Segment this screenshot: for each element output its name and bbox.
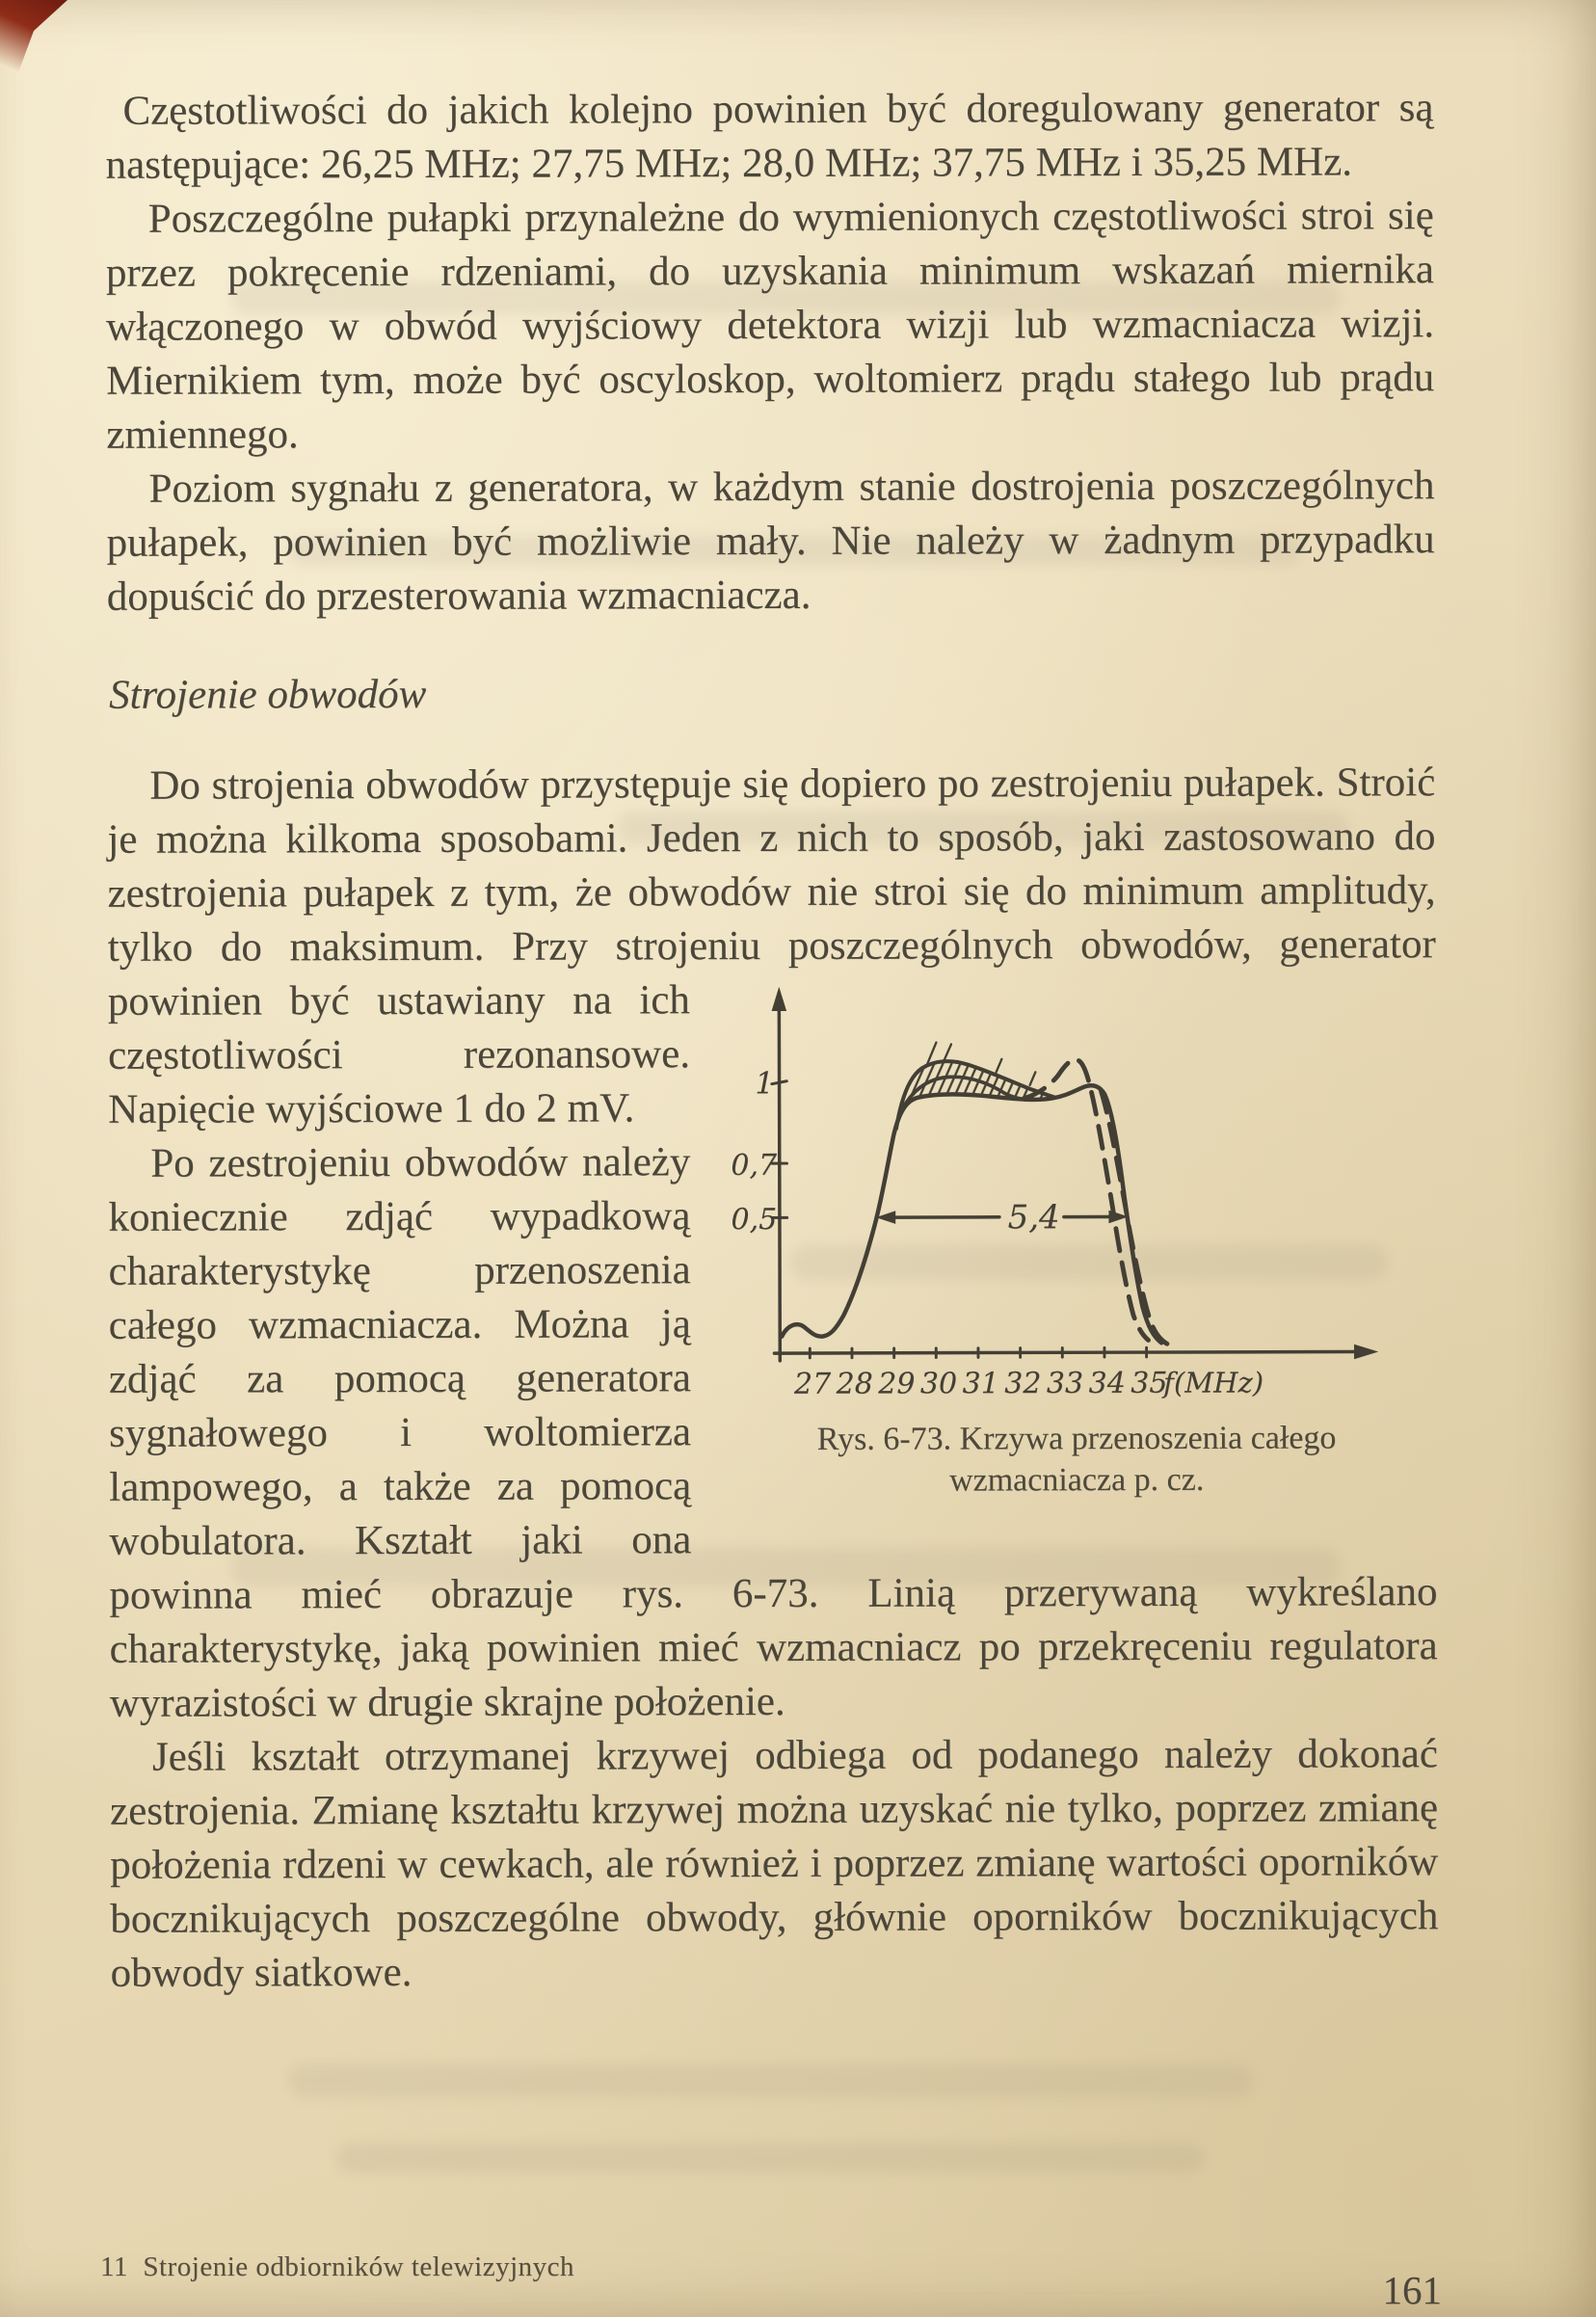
ink-showthrough (289, 2064, 1253, 2097)
paragraph-curve-correction: Jeśli kształt otrzymanej krzywej odbiega od podanego należy dokonać zestrojenia. Zmianę kształtu krzywej można uzyskać nie tylko, poprzez zmianę położenia rdzeni w cewkach, ale również i poprzez zmianę wartości oporników bocznikujących poszczególne obwody, głównie oporników bocznikujących obwody siatkowe. (110, 1731, 1439, 1996)
bandwidth-arrow (876, 1198, 1129, 1238)
svg-text:27: 27 (793, 1367, 832, 1401)
y-tick-1 (772, 1081, 787, 1084)
scan-corner-artifact (0, 0, 67, 96)
x-axis-arrowhead-icon (1354, 1345, 1378, 1360)
svg-text:33: 33 (1046, 1366, 1084, 1401)
paragraph-circuit-tuning-part1: Do strojenia obwodów przystępuje się dopiero po zestrojeniu pułapek. Stroić je można kilkoma sposobami. Jeden z nich to sposób, jaki zastosowano do zestrojenia pułapek z tym, że obwodów nie stroi się do minimum amplitudy, tylko do maksimum. Przy strojeniu poszczególnych obwodów, generator powinien być (107, 759, 1436, 1025)
x-axis (774, 1351, 1363, 1353)
paragraph-circuit-tuning-part2: ustawiany na ich częstotliwości rezonansowe. Napięcie wyjściowe 1 do 2 mV. (107, 977, 691, 1132)
paragraph-resultant-characteristic: Po zestrojeniu obwodów należy koniecznie zdjąć wypadkową charakterystykę przenoszenia całego wzmacniacza. Można ją zdjąć za pomocą generatora sygnałowego i woltomierza lampowego, a także za pomocą wobulatora. Kształt jaki ona powinna mieć obrazuje rys. 6-73. Linią przerywaną wykreślano charakterystykę, jaką powinien mieć wzmacniacz po przekręceniu regulatora wyrazistości w drugie skrajne położenie. (108, 1139, 1438, 1726)
page-number: 161 (1382, 2268, 1442, 2312)
figure-caption-line2: wzmacniacza p. cz. (949, 1461, 1205, 1499)
solid-transfer-curve (782, 1085, 1162, 1344)
x-axis-unit-label: f(MHz) (1163, 1366, 1264, 1399)
figure-caption-line1: Rys. 6-73. Krzywa przenoszenia całego (816, 1420, 1337, 1457)
x-axis-tick-labels (793, 1367, 1168, 1401)
footer-book-signature: 11 Strojenie odbiorników telewizyjnych (100, 2251, 574, 2282)
paragraph-generator-level: Poziom sygnału z generatora, w każdym stanie dostrojenia poszczególnych pułapek, powinien być możliwie mały. Nie należy w żadnym przypadku dopuścić do przesterowania wzmacniacza. (106, 463, 1435, 620)
svg-text:29: 29 (878, 1367, 916, 1401)
svg-text:32: 32 (1004, 1367, 1042, 1401)
paragraph-frequencies: Częstotliwości do jakich kolejno powinien być doregulowany generator są następujące: 26,25 MHz; 27,75 MHz; 28,0 MHz; 37,75 MHz i 35,25 MHz. (105, 85, 1434, 188)
svg-text:30: 30 (919, 1367, 958, 1401)
paragraph-traps-tuning: Poszczególne pułapki przynależne do wymienionych częstotliwości stroi się przez pokręcenie rdzeniami, do uzyskania minimum wskazań miernika włączonego w obwód wyjściowy detektora wizji lub wzmacniacza wizji. Miernikiem tym, może być oscyloskop, woltomierz prądu stałego lub prądu zmiennego. (105, 193, 1435, 458)
y-axis (779, 1003, 780, 1361)
svg-text:31: 31 (962, 1367, 999, 1401)
section-heading: Strojenie obwodów (108, 671, 427, 718)
y-axis-arrowhead-icon (772, 987, 787, 1011)
svg-text:28: 28 (836, 1367, 873, 1401)
figure-rys-6-73 (715, 977, 1437, 1502)
transfer-curve-chart (715, 977, 1437, 1419)
figure-caption (716, 1417, 1437, 1502)
y-tick-label-0-5: 0,5 (731, 1203, 778, 1238)
ink-showthrough (337, 2144, 1205, 2172)
y-tick-label-1: 1 (755, 1066, 775, 1102)
svg-text:35: 35 (1130, 1366, 1168, 1400)
bandwidth-value-label: 5,4 (1007, 1198, 1060, 1238)
svg-text:34: 34 (1088, 1366, 1126, 1400)
page-text-block (105, 81, 1438, 2001)
y-tick-label-0-7: 0,7 (731, 1148, 778, 1183)
